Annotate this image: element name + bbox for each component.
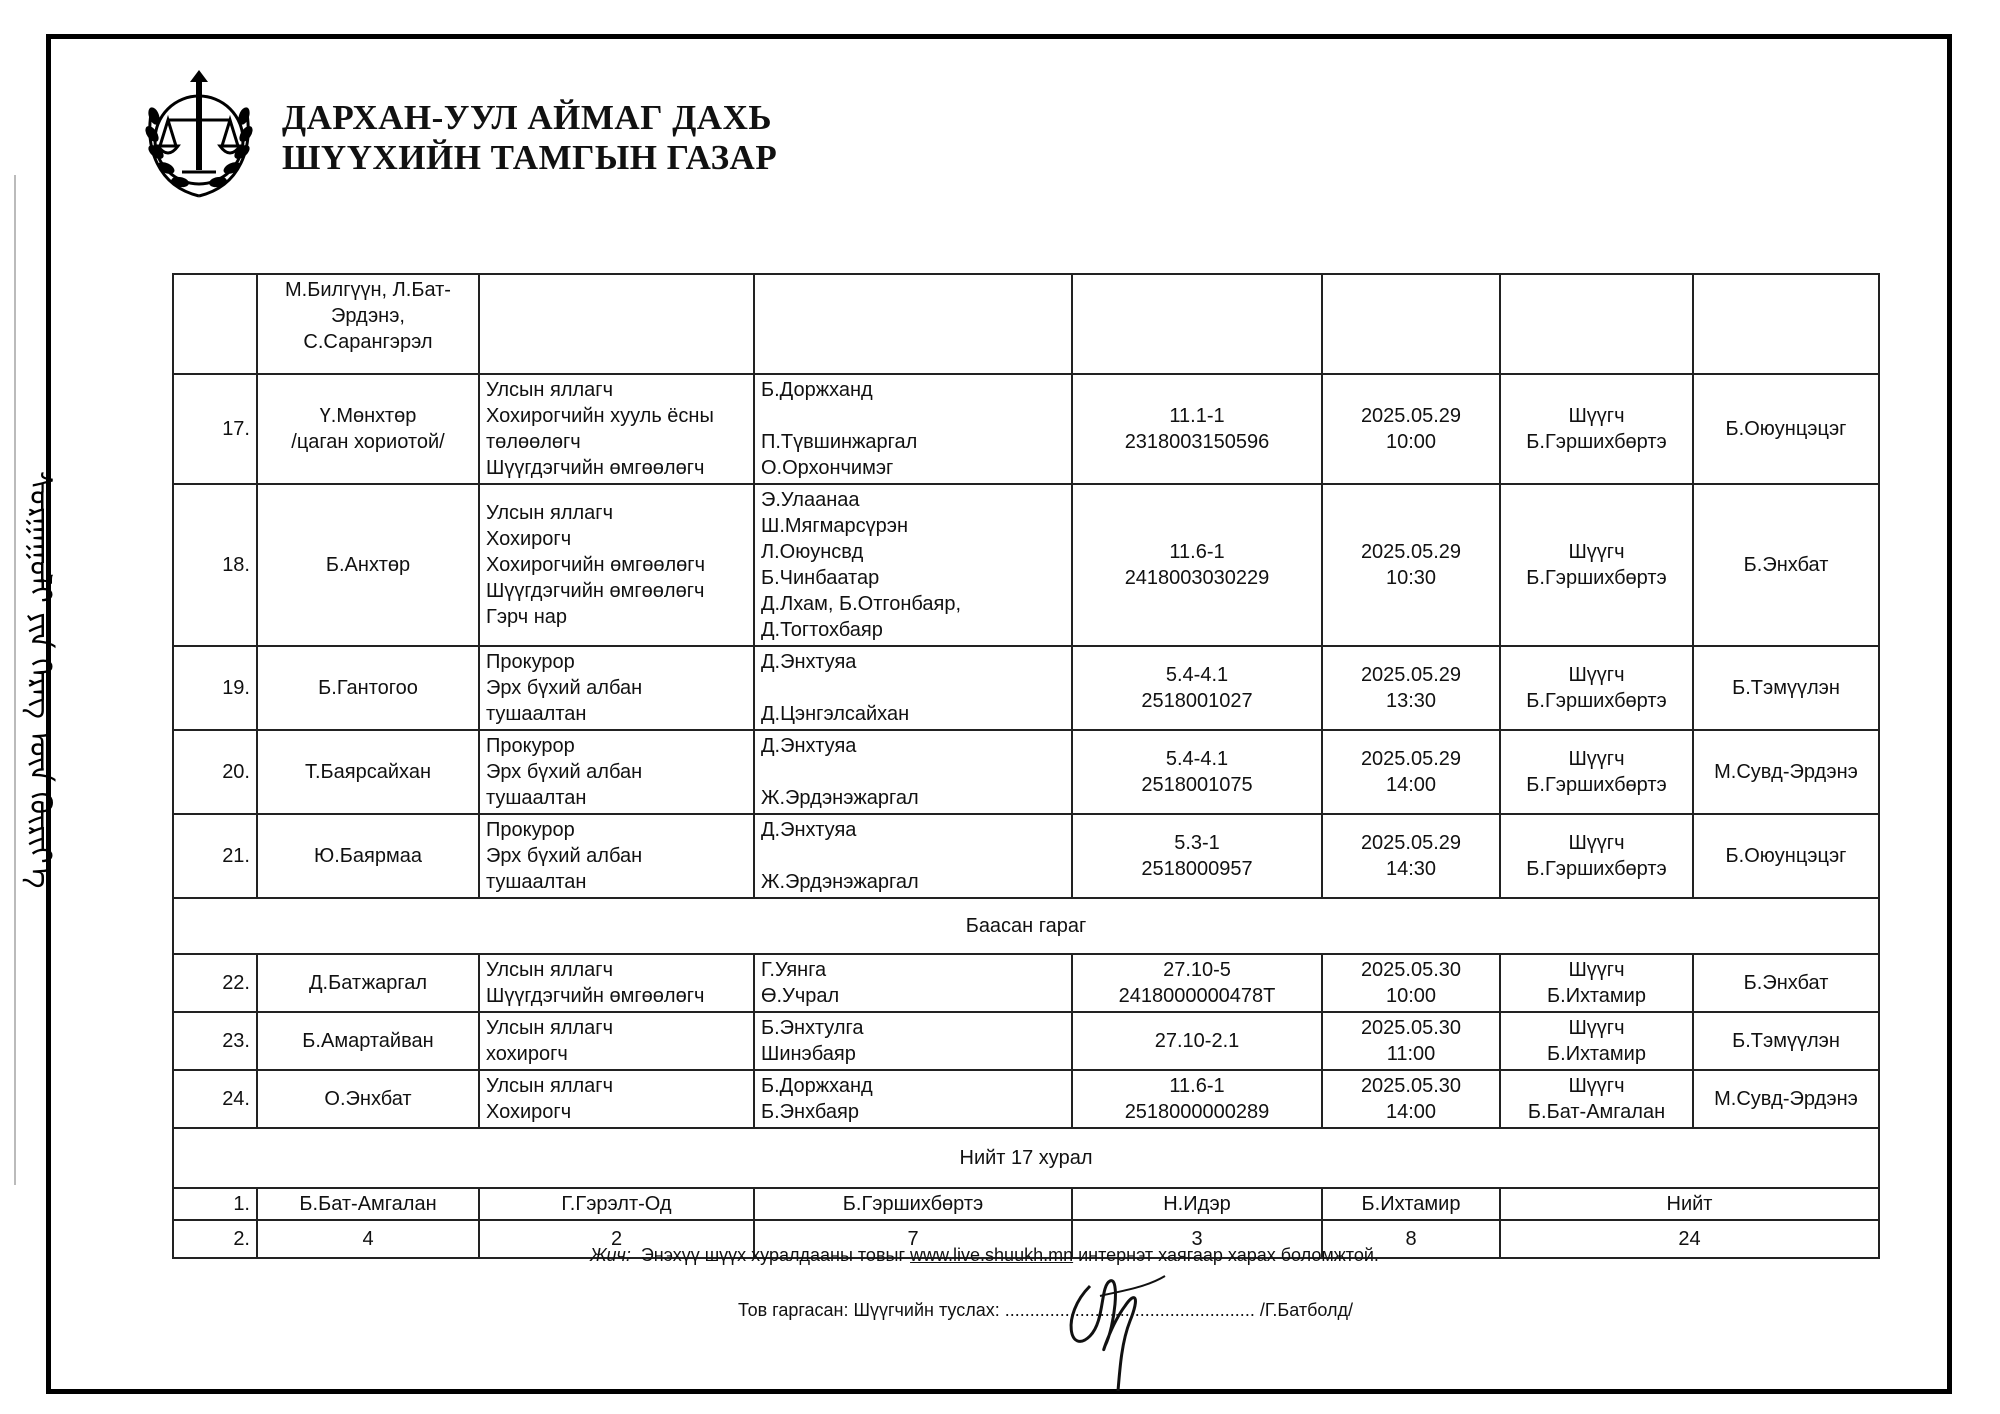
secretary-cell [1693, 274, 1879, 374]
organization-title [282, 98, 777, 178]
datetime-cell: 2025.05.30 14:00 [1322, 1070, 1500, 1128]
defendant-cell: Т.Баярсайхан [257, 730, 479, 814]
datetime-cell: 2025.05.29 13:30 [1322, 646, 1500, 730]
defendant-cell: Ү.Мөнхтөр /цаган хориотой/ [257, 374, 479, 484]
table-row [173, 814, 1879, 898]
summary-cell: 8 [1322, 1220, 1500, 1258]
persons-cell: Д.Энхтуяа Ж.Эрдэнэжаргал [754, 730, 1072, 814]
secretary-cell: Б.Энхбат [1693, 954, 1879, 1012]
defendant-cell: О.Энхбат [257, 1070, 479, 1128]
table-row [173, 646, 1879, 730]
persons-cell: Э.Улаанаа Ш.Мягмарсүрэн Л.Оюунсвд Б.Чинбаатар Д.Лхам, Б.Отгонбаяр, Д.Тогтохбаяр [754, 484, 1072, 646]
judge-cell: Шүүгч Б.Ихтамир [1500, 954, 1693, 1012]
prepared-by [738, 1300, 1353, 1321]
datetime-cell: 2025.05.30 10:00 [1322, 954, 1500, 1012]
row-number: 17. [173, 374, 257, 484]
weekday-label-row [173, 898, 1879, 954]
summary-cell: 4 [257, 1220, 479, 1258]
table-row [173, 730, 1879, 814]
article-cell: 27.10-5 2418000000478Т [1072, 954, 1322, 1012]
court-emblem-icon [138, 68, 260, 204]
defendant-cell: М.Билгүүн, Л.Бат- Эрдэнэ, С.Сарангэрэл [257, 274, 479, 374]
prepared-label: Тов гаргасан: Шүүгчийн туслах: [738, 1300, 1000, 1320]
table-row [173, 374, 1879, 484]
roles-cell: Прокурор Эрх бүхий албан тушаалтан [479, 646, 754, 730]
table-row [173, 1012, 1879, 1070]
organization-title-line1: ДАРХАН-УУЛ АЙМАГ ДАХЬ [282, 98, 772, 137]
defendant-cell: Ю.Баярмаа [257, 814, 479, 898]
judge-cell: Шүүгч Б.Гэршихбөртэ [1500, 730, 1693, 814]
roles-cell: Прокурор Эрх бүхий албан тушаалтан [479, 814, 754, 898]
summary-cell: Н.Идэр [1072, 1188, 1322, 1220]
prepared-name: /Г.Батболд/ [1259, 1300, 1353, 1320]
summary-cell: 24 [1500, 1220, 1879, 1258]
secretary-cell: Б.Оюунцэцэг [1693, 814, 1879, 898]
summary-row [173, 1188, 1879, 1220]
judge-cell: Шүүгч Б.Бат-Амгалан [1500, 1070, 1693, 1128]
article-cell: 11.6-1 2518000000289 [1072, 1070, 1322, 1128]
judge-cell: Шүүгч Б.Гэршихбөртэ [1500, 484, 1693, 646]
judge-cell: Шүүгч Б.Ихтамир [1500, 1012, 1693, 1070]
row-number: 24. [173, 1070, 257, 1128]
judge-cell: Шүүгч Б.Гэршихбөртэ [1500, 814, 1693, 898]
datetime-cell: 2025.05.29 10:30 [1322, 484, 1500, 646]
summary-cell: 3 [1072, 1220, 1322, 1258]
summary-cell: Г.Гэрэлт-Од [479, 1188, 754, 1220]
defendant-cell: Б.Анхтөр [257, 484, 479, 646]
datetime-cell: 2025.05.29 14:00 [1322, 730, 1500, 814]
defendant-cell: Д.Батжаргал [257, 954, 479, 1012]
row-number: 20. [173, 730, 257, 814]
secretary-cell: Б.Тэмүүлэн [1693, 1012, 1879, 1070]
summary-cell: 2 [479, 1220, 754, 1258]
footnote-link[interactable]: www.live.shuukh.mn [910, 1245, 1074, 1265]
hearing-schedule-table [172, 273, 1880, 1259]
organization-title-line2: ШҮҮХИЙН ТАМГЫН ГАЗАР [282, 138, 778, 177]
summary-cell: Б.Ихтамир [1322, 1188, 1500, 1220]
secretary-cell: М.Сувд-Эрдэнэ [1693, 1070, 1879, 1128]
roles-cell: Улсын яллагч Хохирогч Хохирогчийн өмгөөлөгч Шүүгдэгчийн өмгөөлөгч Гэрч нар [479, 484, 754, 646]
secretary-cell: М.Сувд-Эрдэнэ [1693, 730, 1879, 814]
article-cell: 5.3-1 2518000957 [1072, 814, 1322, 898]
judge-cell: Шүүгч Б.Гэршихбөртэ [1500, 646, 1693, 730]
persons-cell: Г.Уянга Ө.Учрал [754, 954, 1072, 1012]
article-cell: 11.1-1 2318003150596 [1072, 374, 1322, 484]
summary-cell: 1. [173, 1188, 257, 1220]
secretary-cell: Б.Тэмүүлэн [1693, 646, 1879, 730]
roles-cell: Улсын яллагч хохирогч [479, 1012, 754, 1070]
total-hearings-label-row [173, 1128, 1879, 1188]
article-cell: 5.4-4.1 2518001075 [1072, 730, 1322, 814]
row-number: 19. [173, 646, 257, 730]
roles-cell: Прокурор Эрх бүхий албан тушаалтан [479, 730, 754, 814]
footnote [590, 1245, 1379, 1266]
roles-cell: Улсын яллагч Хохирогчийн хууль ёсны төлөөлөгч Шүүгдэгчийн өмгөөлөгч [479, 374, 754, 484]
persons-cell: Б.Доржханд Б.Энхбаяр [754, 1070, 1072, 1128]
row-number: 18. [173, 484, 257, 646]
summary-cell: 7 [754, 1220, 1072, 1258]
weekday-label: Баасан гараг [173, 898, 1879, 954]
datetime-cell: 2025.05.29 10:00 [1322, 374, 1500, 484]
article-cell: 5.4-4.1 2518001027 [1072, 646, 1322, 730]
defendant-cell: Б.Амартайван [257, 1012, 479, 1070]
prepared-dots: .................................................. [1004, 1300, 1255, 1320]
footnote-text-after: интернэт хаягаар харах боломжтой. [1078, 1245, 1379, 1265]
summary-cell: 2. [173, 1220, 257, 1258]
judge-cell: Шүүгч Б.Гэршихбөртэ [1500, 374, 1693, 484]
persons-cell [754, 274, 1072, 374]
schedule-body [173, 274, 1879, 1258]
table-row [173, 274, 1879, 374]
judge-cell [1500, 274, 1693, 374]
row-number: 22. [173, 954, 257, 1012]
table-row [173, 1070, 1879, 1128]
summary-cell: Б.Гэршихбөртэ [754, 1188, 1072, 1220]
persons-cell: Д.Энхтуяа Ж.Эрдэнэжаргал [754, 814, 1072, 898]
row-number: 23. [173, 1012, 257, 1070]
roles-cell: Улсын яллагч Шүүгдэгчийн өмгөөлөгч [479, 954, 754, 1012]
article-cell [1072, 274, 1322, 374]
persons-cell: Б.Доржханд П.Түвшинжаргал О.Орхончимэг [754, 374, 1072, 484]
mongolian-script-text: ᠰᠤᠷᠭᠠᠭᠤᠯᠢ ᠶᠢᠨ ᠬᠡᠷᠡᠭ ᠦᠨ ᠬᠦᠷᠢᠶ᠎ᠡ [22, 471, 58, 889]
row-number: 21. [173, 814, 257, 898]
defendant-cell: Б.Гантогоо [257, 646, 479, 730]
summary-cell: Нийт [1500, 1188, 1879, 1220]
table-row [173, 484, 1879, 646]
datetime-cell: 2025.05.30 11:00 [1322, 1012, 1500, 1070]
signature-icon [1050, 1266, 1170, 1396]
secretary-cell: Б.Оюунцэцэг [1693, 374, 1879, 484]
total-hearings-label: Нийт 17 хурал [173, 1128, 1879, 1188]
persons-cell: Б.Энхтулга Шинэбаяр [754, 1012, 1072, 1070]
article-cell: 11.6-1 2418003030229 [1072, 484, 1322, 646]
secretary-cell: Б.Энхбат [1693, 484, 1879, 646]
summary-cell: Б.Бат-Амгалан [257, 1188, 479, 1220]
roles-cell [479, 274, 754, 374]
roles-cell: Улсын яллагч Хохирогч [479, 1070, 754, 1128]
datetime-cell: 2025.05.29 14:30 [1322, 814, 1500, 898]
row-number [173, 274, 257, 374]
article-cell: 27.10-2.1 [1072, 1012, 1322, 1070]
persons-cell: Д.Энхтуяа Д.Цэнгэлсайхан [754, 646, 1072, 730]
footnote-prefix: Жич: [590, 1245, 631, 1265]
footnote-text-before: Энэхүү шүүх хуралдааны товыг [640, 1245, 906, 1265]
table-row [173, 954, 1879, 1012]
datetime-cell [1322, 274, 1500, 374]
